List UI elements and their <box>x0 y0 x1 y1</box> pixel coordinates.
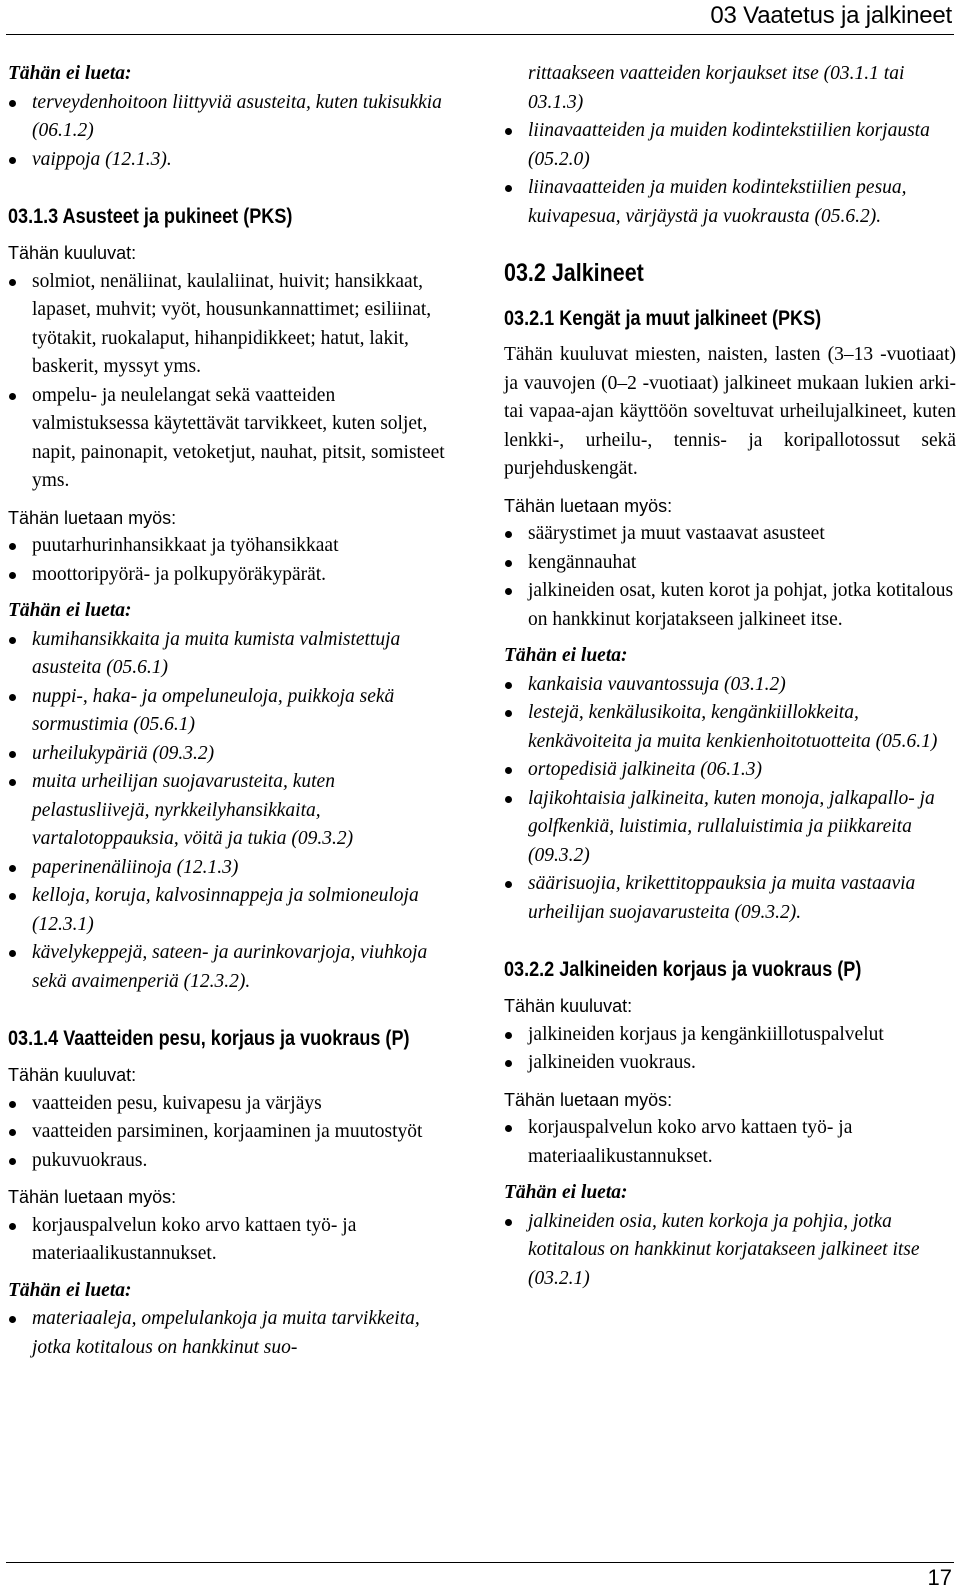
list-item: lestejä, kenkälusikoita, kengänkiillokkeita, kenkävoiteita ja muita kenkienhoitotuotteita (05.6.1) <box>504 699 956 756</box>
exclusions-label: Tähän ei lueta: <box>8 600 132 621</box>
list-item: nuppi-, haka- ja ompeluneuloja, puikkoja sekä sormustimia (05.6.1) <box>8 683 450 740</box>
list-item: jalkineiden osia, kuten korkoja ja pohjia, jotka kotitalous on hankkinut korjatakseen jalkineet itse (03.2.1) <box>504 1208 956 1294</box>
list-item: kelloja, koruja, kalvosinnappeja ja solmioneuloja (12.3.1) <box>8 882 450 939</box>
list-item: jalkineiden korjaus ja kengänkiillotuspalvelut <box>504 1021 956 1050</box>
list-item: puutarhurinhansikkaat ja työhansikkaat <box>8 532 450 561</box>
list-item: säärisuojia, krikettitoppauksia ja muita vastaavia urheilijan suojavarusteita (09.3.2). <box>504 870 956 927</box>
also-list <box>8 1212 450 1269</box>
list-item: ompelu- ja neulelangat sekä vaatteiden valmistuksessa käytettävät tarvikkeet, kuten soljet, napit, painonapit, vetoketjut, nauhat, pitsit, somisteet yms. <box>8 382 450 496</box>
also-list <box>504 1114 956 1171</box>
includes-label: Tähän kuuluvat: <box>504 996 633 1016</box>
exclusions-list <box>504 1208 956 1294</box>
left-column <box>8 60 450 1362</box>
list-item: vaatteiden parsiminen, korjaaminen ja muutostyöt <box>8 1118 450 1147</box>
list-item: vaippoja (12.1.3). <box>8 146 450 175</box>
page-number: 17 <box>927 1565 952 1590</box>
also-label: Tähän luetaan myös: <box>8 1187 177 1207</box>
also-label: Tähän luetaan myös: <box>504 495 673 516</box>
list-item: ortopedisiä jalkineita (06.1.3) <box>504 756 956 785</box>
list-item: korjauspalvelun koko arvo kattaen työ- ja materiaalikustannukset. <box>504 1114 956 1171</box>
exclusions-list <box>8 626 450 997</box>
footer-rule <box>6 1562 954 1563</box>
also-list <box>504 520 956 634</box>
continued-list-text: rittaakseen vaatteiden korjaukset itse (03.1.1 tai 03.1.3) <box>528 63 905 113</box>
list-item: liinavaatteiden ja muiden kodintekstiilien korjausta (05.2.0) <box>504 117 956 174</box>
list-item: urheilukypäriä (09.3.2) <box>8 740 450 769</box>
list-item: kävelykeppejä, sateen- ja aurinkovarjoja, viuhkoja sekä avaimenperiä (12.3.2). <box>8 939 450 996</box>
list-item: jalkineiden vuokraus. <box>504 1049 956 1078</box>
also-label: Tähän luetaan myös: <box>8 507 177 528</box>
includes-label: Tähän kuuluvat: <box>8 243 137 263</box>
list-item: kengännauhat <box>504 549 956 578</box>
exclusions-list <box>8 1305 450 1362</box>
header-title: 03 Vaatetus ja jalkineet <box>710 2 952 29</box>
includes-list <box>8 268 450 496</box>
header-rule <box>6 34 954 35</box>
also-list <box>8 532 450 589</box>
list-item: solmiot, nenäliinat, kaulaliinat, huivit; hansikkaat, lapaset, muhvit; vyöt, housunkannattimet; esiliinat, työtakit, ruokalaput, hihanpidikkeet; hatut, lakit, baskerit, myssyt yms. <box>8 268 450 382</box>
includes-list <box>504 1021 956 1078</box>
list-item: muita urheilijan suojavarusteita, kuten pelastusliivejä, nyrkkeilyhansikkaita, vartalotoppauksia, vöitä ja tukia (09.3.2) <box>8 768 450 854</box>
list-item: kumihansikkaita ja muita kumista valmistettuja asusteita (05.6.1) <box>8 626 450 683</box>
list-item: pukuvuokraus. <box>8 1147 450 1176</box>
list-item: korjauspalvelun koko arvo kattaen työ- ja materiaalikustannukset. <box>8 1212 450 1269</box>
also-label: Tähän luetaan myös: <box>504 1089 673 1110</box>
exclusions-list <box>504 671 956 928</box>
intro-exclusions-label: Tähän ei lueta: <box>8 63 132 84</box>
section-title-03-1-4: 03.1.4 Vaatteiden pesu, korjaus ja vuokraus (P) <box>8 1027 410 1050</box>
section-title-03-2-1: 03.2.1 Kengät ja muut jalkineet (PKS) <box>504 307 822 330</box>
section-paragraph: Tähän kuuluvat miesten, naisten, lasten (3–13 -vuotiaat) ja vauvojen (0–2 -vuotiaat) jalkineet mukaan lukien arki- tai vapaa-ajan käyttöön soveltuvat urheilujalkineet, kuten lenkki-, urheilu-, tennis- ja koripallotossut sekä purjehduskengät. <box>504 344 956 479</box>
list-item: vaatteiden pesu, kuivapesu ja värjäys <box>8 1090 450 1119</box>
includes-list <box>8 1090 450 1176</box>
intro-exclusions-list <box>8 89 450 175</box>
list-item: säärystimet ja muut vastaavat asusteet <box>504 520 956 549</box>
includes-label: Tähän kuuluvat: <box>8 1065 137 1085</box>
exclusions-label: Tähän ei lueta: <box>8 1279 132 1301</box>
list-item: kankaisia vauvantossuja (03.1.2) <box>504 671 956 700</box>
right-column <box>504 60 956 1293</box>
page-header <box>0 0 960 38</box>
list-item: liinavaatteiden ja muiden kodintekstiilien pesua, kuivapesua, värjäystä ja vuokrausta (05.6.2). <box>504 174 956 231</box>
list-item: paperinenäliinoja (12.1.3) <box>8 854 450 883</box>
list-item: lajikohtaisia jalkineita, kuten monoja, jalkapallo- ja golfkenkiä, luistimia, rullaluistimia ja piikkareita (09.3.2) <box>504 785 956 871</box>
exclusions-label: Tähän ei lueta: <box>504 1182 628 1203</box>
section-title-03-1-3: 03.1.3 Asusteet ja pukineet (PKS) <box>8 205 293 228</box>
section-title-03-2-2: 03.2.2 Jalkineiden korjaus ja vuokraus (P) <box>504 958 862 981</box>
list-item: moottoripyörä- ja polkupyöräkypärät. <box>8 561 450 590</box>
chapter-heading-03-2: 03.2 Jalkineet <box>504 259 644 287</box>
list-item: terveydenhoitoon liittyviä asusteita, kuten tukisukkia (06.1.2) <box>8 89 450 146</box>
continued-exclusions-list <box>504 117 956 231</box>
list-item: jalkineiden osat, kuten korot ja pohjat, jotka kotitalous on hankkinut korjatakseen jalkineet itse. <box>504 577 956 634</box>
list-item: materiaaleja, ompelulankoja ja muita tarvikkeita, jotka kotitalous on hankkinut suo- <box>8 1305 450 1362</box>
exclusions-label: Tähän ei lueta: <box>504 645 628 666</box>
